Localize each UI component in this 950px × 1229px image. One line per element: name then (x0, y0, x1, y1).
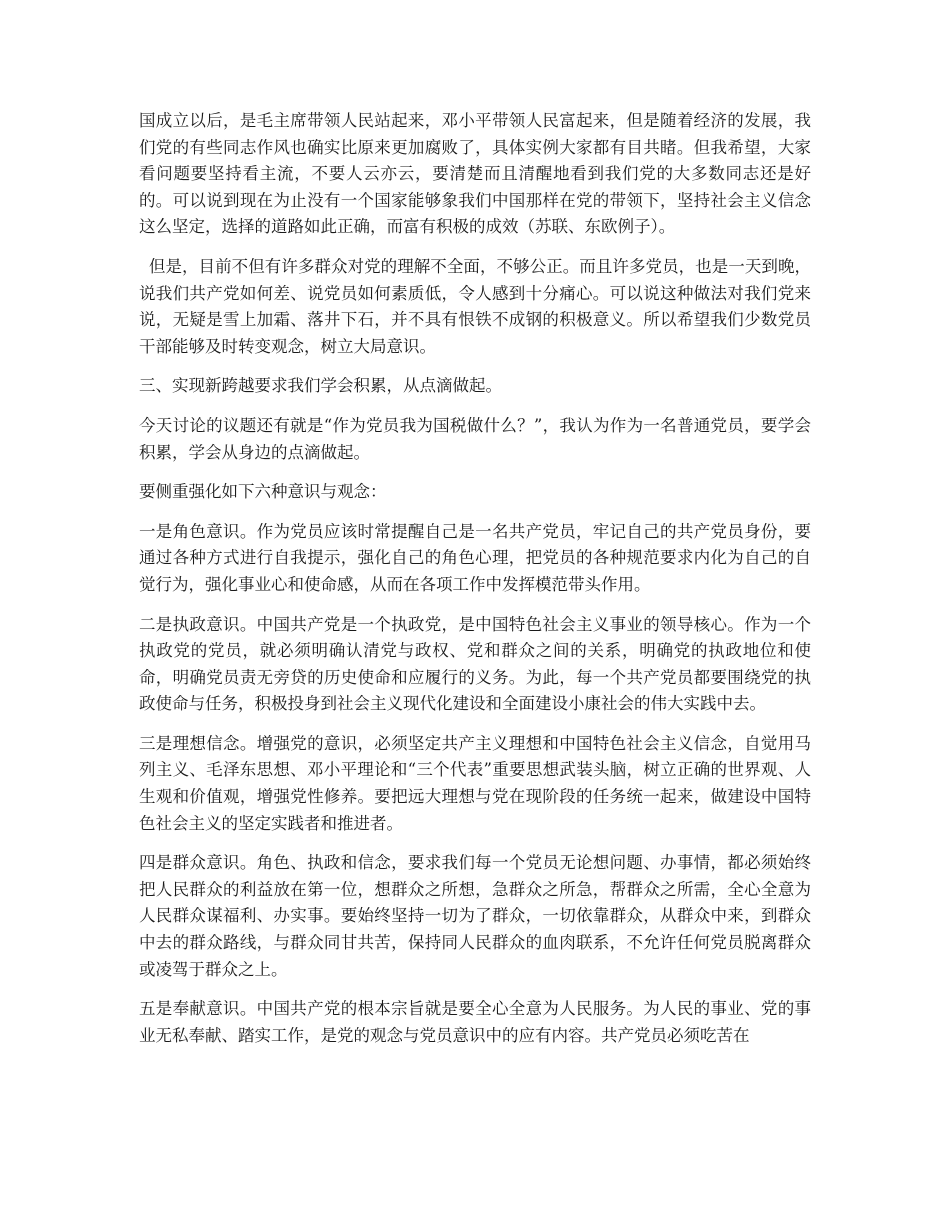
paragraph-mass-awareness: 四是群众意识。角色、执政和信念，要求我们每一个党员无论想问题、办事情，都必须始终把人民群众的利益放在第一位，想群众之所想，急群众之所急，帮群众之所需，全心全意为人民群众谋福利、办实事。要始终坚持一切为了群众，一切依靠群众，从群众中来，到群众中去的群众路线，与群众同甘共苦，保持同人民群众的血肉联系，不允许任何党员脱离群众或凌驾于群众之上。 (139, 853, 811, 979)
paragraph-dedication-awareness: 五是奉献意识。中国共产党的根本宗旨就是要全心全意为人民服务。为人民的事业、党的事业无私奉献、踏实工作，是党的观念与党员意识中的应有内容。共产党员必须吃苦在 (139, 999, 811, 1045)
paragraph-role-awareness: 一是角色意识。作为党员应该时常提醒自己是一名共产党员，牢记自己的共产党员身份，要通过各种方式进行自我提示，强化自己的角色心理，把党员的各种规范要求内化为自己的自觉行为，强化事业心和使命感，从而在各项工作中发挥模范带头作用。 (139, 521, 811, 594)
paragraph-six-awareness-intro: 要侧重强化如下六种意识与观念： (139, 482, 387, 502)
paragraph-discussion-topic: 今天讨论的议题还有就是“作为党员我为国税做什么？”，我认为作为一名普通党员，要学会积累，学会从身边的点滴做起。 (139, 415, 811, 462)
paragraph-governing-awareness: 二是执政意识。中国共产党是一个执政党，是中国特色社会主义事业的领导核心。作为一个执政党的党员，就必须明确认清党与政权、党和群众之间的关系，明确党的执政地位和使命，明确党员责无旁贷的历史使命和应履行的义务。为此，每一个共产党员都要围绕党的执政使命与任务，积极投身到社会主义现代化建设和全面建设小康社会的伟大实践中去。 (139, 614, 811, 714)
paragraph-ideals-beliefs: 三是理想信念。增强党的意识，必须坚定共产主义理想和中国特色社会主义信念，自觉用马列主义、毛泽东思想、邓小平理论和“三个代表”重要思想武装头脑，树立正确的世界观、人生观和价值观，增强党性修养。要把远大理想与党在现阶段的任务统一起来，做建设中国特色社会主义的坚定实践者和推进者。 (139, 733, 811, 833)
section-heading-three: 三、实现新跨越要求我们学会积累，从点滴做起。 (139, 376, 502, 396)
paragraph-public-understanding: 但是，目前不但有许多群众对党的理解不全面，不够公正。而且许多党员，也是一天到晚，说我们共产党如何差、说党员如何素质低，令人感到十分痛心。可以说这种做法对我们党来说，无疑是雪上加霜、落井下石，并不具有恨铁不成钢的积极意义。所以希望我们少数党员干部能够及时转变观念，树立大局意识。 (139, 256, 811, 356)
paragraph-continued-intro: 国成立以后，是毛主席带领人民站起来，邓小平带领人民富起来，但是随着经济的发展，我们党的有些同志作风也确实比原来更加腐败了，具体实例大家都有目共睹。但我希望，大家看问题要坚持看主流，不要人云亦云，要清楚而且清醒地看到我们党的大多数同志还是好的。可以说到现在为止没有一个国家能够象我们中国那样在党的带领下，坚持社会主义信念这么坚定，选择的道路如此正确，而富有积极的成效（苏联、东欧例子）。 (139, 111, 811, 237)
document-page (139, 108, 811, 1062)
